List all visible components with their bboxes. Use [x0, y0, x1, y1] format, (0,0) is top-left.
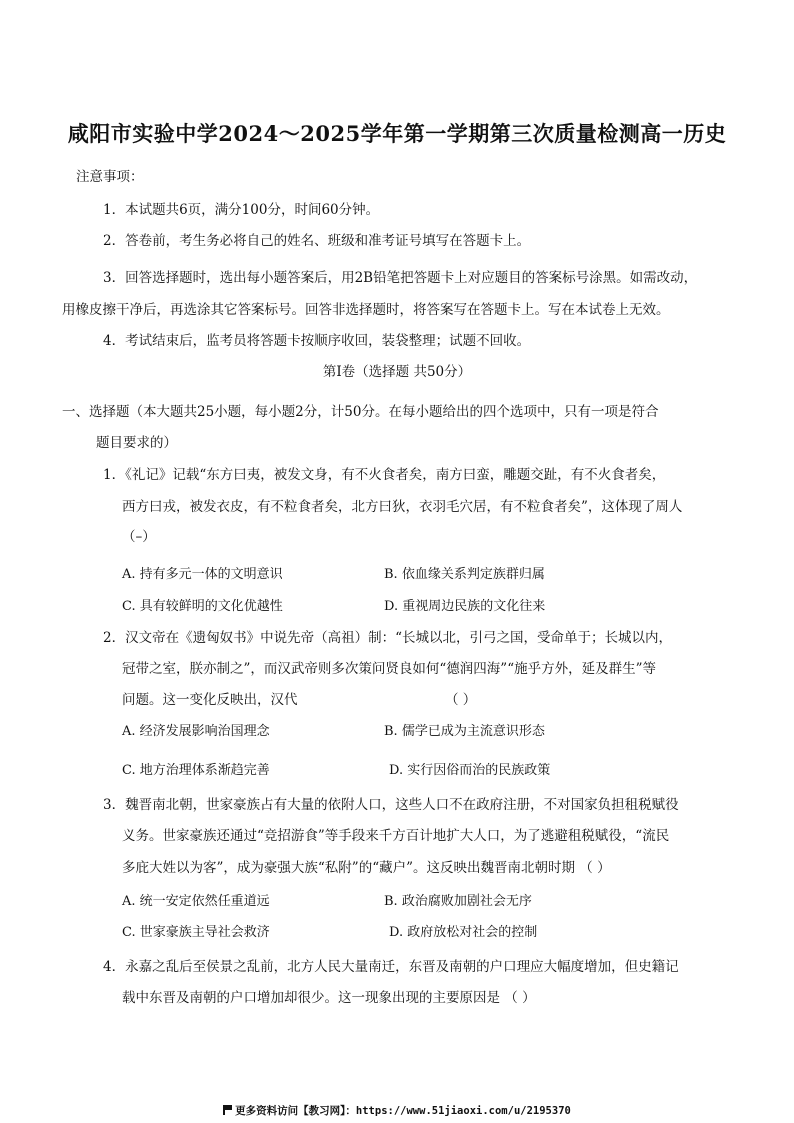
question-text: 义务。世家豪族还通过“竞招游食”等手段来千方百计地扩大人口，为了逃避租税赋役，“流民	[122, 828, 670, 844]
option-d: D. 重视周边民族的文化往来	[384, 599, 546, 614]
notice-item-1: 1．本试题共6页，满分100分，时间60分钟。	[103, 202, 380, 218]
question-text: 2．汉文帝在《遗匈奴书》中说先帝（高祖）制：“长城以北，引弓之国，受命单于；长城以内，	[103, 630, 672, 646]
question-text: 西方曰戎，被发衣皮，有不粒食者矣，北方曰狄，衣羽毛穴居，有不粒食者矣”，这体现了周人	[122, 499, 683, 515]
notice-item-4: 4．考试结束后，监考员将答题卡按顺序收回，装袋整理；试题不回收。	[103, 333, 531, 349]
option-c: C. 世家豪族主导社会救济	[122, 925, 270, 940]
question-text: 1．《礼记》记载“东方曰夷，被发文身，有不火食者矣，南方曰蛮，雕题交趾，有不火食者矣，	[103, 467, 666, 483]
footer	[0, 1103, 794, 1118]
question-text: 问题。这一变化反映出，汉代	[122, 692, 298, 708]
section-instructions-cont: 题目要求的）	[96, 435, 177, 451]
option-d: D. 实行因俗而治的民族政策	[389, 763, 551, 778]
option-b: B. 依血缘关系判定族群归属	[384, 567, 545, 582]
answer-blank: （ ）	[445, 692, 477, 708]
section-instructions: 一、选择题（本大题共25小题，每小题2分，计50分。在每小题给出的四个选项中，只有一项是符合	[62, 404, 659, 420]
footer-link[interactable]: 更多资料访问【教习网】：https://www.51jiaoxi.com/u/2195370	[235, 1105, 571, 1117]
question-text: 多庇大姓以为客”，成为豪强大族“私附”的“藏户”。这反映出魏晋南北朝时期 （ ）	[122, 860, 611, 876]
option-c: C. 具有较鲜明的文化优越性	[122, 599, 283, 614]
question-text: 冠带之室，朕亦制之”，而汉武帝则多次策问贤良如何“德润四海”“施乎方外，延及群生”等	[122, 661, 657, 677]
option-a: A. 经济发展影响治国理念	[122, 724, 270, 739]
flag-icon	[223, 1105, 232, 1115]
part-title: 第Ⅰ卷（选择题 共50分）	[322, 364, 472, 380]
notice-item-2: 2．答卷前，考生务必将自己的姓名、班级和准考证号填写在答题卡上。	[103, 233, 531, 249]
option-b: B. 政治腐败加剧社会无序	[384, 894, 532, 909]
answer-blank: （–）	[122, 529, 156, 545]
question-text: 3．魏晋南北朝，世家豪族占有大量的依附人口，这些人口不在政府注册，不对国家负担租税赋役	[103, 797, 679, 813]
notice-item-3-cont: 用橡皮擦干净后，再选涂其它答案标号。回答非选择题时，将答案写在答题卡上。写在本试卷上无效。	[62, 302, 670, 318]
question-text: 载中东晋及南朝的户口增加却很少。这一现象出现的主要原因是 （ ）	[122, 990, 536, 1006]
page-title: 咸阳市实验中学2024～2025学年第一学期第三次质量检测高一历史	[67, 121, 727, 146]
option-c: C. 地方治理体系渐趋完善	[122, 763, 270, 778]
notice-label: 注意事项：	[76, 169, 144, 185]
option-b: B. 儒学已成为主流意识形态	[384, 724, 545, 739]
question-text: 4．永嘉之乱后至侯景之乱前，北方人民大量南迁，东晋及南朝的户口理应大幅度增加，但史籍记	[103, 959, 679, 975]
option-a: A. 统一安定依然任重道远	[122, 894, 270, 909]
notice-item-3: 3．回答选择题时，选出每小题答案后，用2B铅笔把答题卡上对应题目的答案标号涂黑。如需改动，	[103, 270, 698, 286]
option-d: D. 政府放松对社会的控制	[389, 925, 538, 940]
option-a: A. 持有多元一体的文明意识	[122, 567, 283, 582]
